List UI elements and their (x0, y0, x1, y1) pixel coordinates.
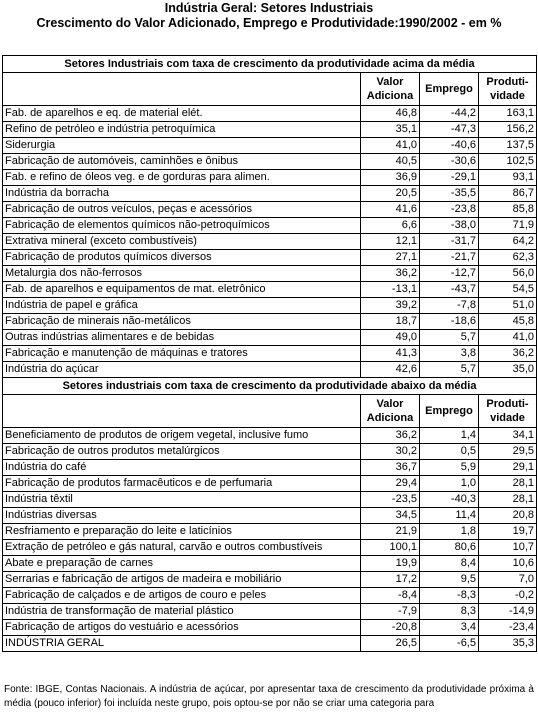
emprego-value: 8,4 (420, 556, 479, 572)
table-row (3, 362, 537, 378)
valor-adicionado-value: -8,4 (361, 588, 420, 604)
sector-name: Indústria têxtil (3, 492, 361, 508)
table-row (3, 266, 537, 282)
valor-adicionado-value: 6,6 (361, 218, 420, 234)
sector-name: Fabricação de outros veículos, peças e acessórios (3, 202, 361, 218)
table-row (3, 138, 537, 154)
table-row (3, 202, 537, 218)
sector-name: Indústria da borracha (3, 186, 361, 202)
valor-adicionado-value: 27,1 (361, 250, 420, 266)
section-above-average (3, 56, 537, 378)
produtividade-value: 86,7 (479, 186, 537, 202)
column-header-row (3, 73, 537, 106)
report-title: Indústria Geral: Setores Industriais (164, 1, 374, 15)
sector-name: Extração de petróleo e gás natural, carvão e outros combustíveis (3, 540, 361, 556)
sector-name: Indústria do café (3, 460, 361, 476)
valor-adicionado-value: 49,0 (361, 330, 420, 346)
header-emprego: Emprego (420, 73, 479, 106)
table-row (3, 556, 537, 572)
valor-adicionado-value: 35,1 (361, 122, 420, 138)
sector-name: Indústrias diversas (3, 508, 361, 524)
table-row (3, 620, 537, 636)
valor-adicionado-value: 34,5 (361, 508, 420, 524)
produtividade-value: 45,8 (479, 314, 537, 330)
emprego-value: 1,4 (420, 428, 479, 444)
table-row (3, 282, 537, 298)
sector-name: Beneficiamento de produtos de origem vegetal, inclusive fumo (3, 428, 361, 444)
valor-adicionado-value: 12,1 (361, 234, 420, 250)
sector-name: Fabricação de minerais não-metálicos (3, 314, 361, 330)
emprego-value: -6,5 (420, 636, 479, 652)
valor-adicionado-value: 36,7 (361, 460, 420, 476)
sector-name: Outras indústrias alimentares e de bebidas (3, 330, 361, 346)
produtividade-value: 156,2 (479, 122, 537, 138)
table-row (3, 460, 537, 476)
sector-name: Fabricação de calçados e de artigos de couro e peles (3, 588, 361, 604)
table-row (3, 444, 537, 460)
produtividade-value: 102,5 (479, 154, 537, 170)
produtividade-value: 71,9 (479, 218, 537, 234)
header-setor (3, 73, 361, 106)
emprego-value: -40,6 (420, 138, 479, 154)
valor-adicionado-value: 36,9 (361, 170, 420, 186)
valor-adicionado-value: 40,5 (361, 154, 420, 170)
produtividade-value: 10,7 (479, 540, 537, 556)
emprego-value: 0,5 (420, 444, 479, 460)
table-row (3, 476, 537, 492)
header-produtividade: Produti- vidade (479, 73, 537, 106)
sector-name: Serrarias e fabricação de artigos de madeira e mobiliário (3, 572, 361, 588)
header-emprego: Emprego (420, 395, 479, 428)
emprego-value: 5,9 (420, 460, 479, 476)
produtividade-value: 137,5 (479, 138, 537, 154)
produtividade-value: 35,0 (479, 362, 537, 378)
table-row (3, 186, 537, 202)
sector-name: Indústria de papel e gráfica (3, 298, 361, 314)
valor-adicionado-value: 30,2 (361, 444, 420, 460)
valor-adicionado-value: 100,1 (361, 540, 420, 556)
produtividade-value: 19,7 (479, 524, 537, 540)
table-row (3, 524, 537, 540)
valor-adicionado-value: -7,9 (361, 604, 420, 620)
valor-adicionado-value: 29,4 (361, 476, 420, 492)
produtividade-value: 64,2 (479, 234, 537, 250)
table-row (3, 218, 537, 234)
valor-adicionado-value: 17,2 (361, 572, 420, 588)
valor-adicionado-value: 46,8 (361, 106, 420, 122)
valor-adicionado-value: 21,9 (361, 524, 420, 540)
table-row (3, 106, 537, 122)
table-row (3, 508, 537, 524)
sector-name: Indústria de transformação de material plástico (3, 604, 361, 620)
sector-name: Fabricação de artigos do vestuário e acessórios (3, 620, 361, 636)
sector-name: Fab. de aparelhos e equipamentos de mat. eletrônico (3, 282, 361, 298)
sector-name: Fab. e refino de óleos veg. e de gorduras para alimen. (3, 170, 361, 186)
section-heading-row (3, 378, 537, 395)
produtividade-value: 85,8 (479, 202, 537, 218)
produtividade-value: -14,9 (479, 604, 537, 620)
sector-name: Resfriamento e preparação do leite e laticínios (3, 524, 361, 540)
emprego-value: -31,7 (420, 234, 479, 250)
emprego-value: -35,5 (420, 186, 479, 202)
table-row (3, 346, 537, 362)
valor-adicionado-value: -13,1 (361, 282, 420, 298)
emprego-value: -7,8 (420, 298, 479, 314)
produtividade-value: 41,0 (479, 330, 537, 346)
emprego-value: -12,7 (420, 266, 479, 282)
emprego-value: -30,6 (420, 154, 479, 170)
produtividade-value: 34,1 (479, 428, 537, 444)
emprego-value: -47,3 (420, 122, 479, 138)
productivity-table (2, 55, 537, 652)
table-row (3, 250, 537, 266)
produtividade-value: -0,2 (479, 588, 537, 604)
emprego-value: -29,1 (420, 170, 479, 186)
sector-name: Fabricação de elementos químicos não-petroquímicos (3, 218, 361, 234)
emprego-value: -40,3 (420, 492, 479, 508)
emprego-value: -23,8 (420, 202, 479, 218)
valor-adicionado-value: 36,2 (361, 266, 420, 282)
emprego-value: -43,7 (420, 282, 479, 298)
table-row (3, 298, 537, 314)
section-below-average (3, 378, 537, 652)
column-header-row (3, 395, 537, 428)
produtividade-value: 35,3 (479, 636, 537, 652)
valor-adicionado-value: 39,2 (361, 298, 420, 314)
emprego-value: -21,7 (420, 250, 479, 266)
produtividade-value: 7,0 (479, 572, 537, 588)
produtividade-value: 163,1 (479, 106, 537, 122)
produtividade-value: 51,0 (479, 298, 537, 314)
emprego-value: -44,2 (420, 106, 479, 122)
table-row (3, 492, 537, 508)
sector-name: Metalurgia dos não-ferrosos (3, 266, 361, 282)
sector-name: Abate e preparação de carnes (3, 556, 361, 572)
emprego-value: -38,0 (420, 218, 479, 234)
emprego-value: 9,5 (420, 572, 479, 588)
sector-name: Fabricação de produtos químicos diversos (3, 250, 361, 266)
sector-name: Fabricação de automóveis, caminhões e ônibus (3, 154, 361, 170)
emprego-value: 1,0 (420, 476, 479, 492)
table-row (3, 122, 537, 138)
valor-adicionado-value: -23,5 (361, 492, 420, 508)
table-row (3, 636, 537, 652)
header-setor (3, 395, 361, 428)
produtividade-value: 54,5 (479, 282, 537, 298)
valor-adicionado-value: 41,6 (361, 202, 420, 218)
produtividade-value: 29,1 (479, 460, 537, 476)
produtividade-value: 36,2 (479, 346, 537, 362)
header-valor-adicionado: Valor Adiciona (361, 73, 420, 106)
valor-adicionado-value: 20,5 (361, 186, 420, 202)
valor-adicionado-value: 36,2 (361, 428, 420, 444)
valor-adicionado-value: 41,3 (361, 346, 420, 362)
table-row (3, 572, 537, 588)
table-row (3, 540, 537, 556)
section-heading: Setores Industriais com taxa de crescimento da produtividade acima da média (3, 56, 537, 73)
produtividade-value: 20,8 (479, 508, 537, 524)
table-row (3, 428, 537, 444)
header-valor-adicionado: Valor Adiciona (361, 395, 420, 428)
sector-name: Indústria do açúcar (3, 362, 361, 378)
sector-name: Fabricação de outros produtos metalúrgicos (3, 444, 361, 460)
table-row (3, 604, 537, 620)
valor-adicionado-value: 41,0 (361, 138, 420, 154)
valor-adicionado-value: 26,5 (361, 636, 420, 652)
produtividade-value: 29,5 (479, 444, 537, 460)
emprego-value: 3,4 (420, 620, 479, 636)
emprego-value: 5,7 (420, 330, 479, 346)
table-row (3, 234, 537, 250)
valor-adicionado-value: 19,9 (361, 556, 420, 572)
source-footnote: Fonte: IBGE, Contas Nacionais. A indústria de açúcar, por apresentar taxa de crescimento da produtividade próxima à média (pouco inferior) foi incluída neste grupo, pois optou-se por não se criar uma categoria para (4, 684, 534, 709)
emprego-value: 11,4 (420, 508, 479, 524)
produtividade-value: 10,6 (479, 556, 537, 572)
produtividade-value: -23,4 (479, 620, 537, 636)
emprego-value: 8,3 (420, 604, 479, 620)
table-row (3, 314, 537, 330)
valor-adicionado-value: 18,7 (361, 314, 420, 330)
sector-name: Refino de petróleo e indústria petroquímica (3, 122, 361, 138)
header-produtividade: Produti- vidade (479, 395, 537, 428)
produtividade-value: 28,1 (479, 492, 537, 508)
table-row (3, 330, 537, 346)
sector-name: Extrativa mineral (exceto combustíveis) (3, 234, 361, 250)
emprego-value: 80,6 (420, 540, 479, 556)
valor-adicionado-value: -20,8 (361, 620, 420, 636)
emprego-value: -8,3 (420, 588, 479, 604)
sector-name: Fabricação e manutenção de máquinas e tratores (3, 346, 361, 362)
table-row (3, 170, 537, 186)
sector-name: INDÚSTRIA GERAL (3, 636, 361, 652)
sector-name: Fabricação de produtos farmacêuticos e de perfumaria (3, 476, 361, 492)
section-heading: Setores industriais com taxa de crescimento da produtividade abaixo da média (3, 378, 537, 395)
table-row (3, 154, 537, 170)
section-heading-row (3, 56, 537, 73)
sector-name: Siderurgia (3, 138, 361, 154)
emprego-value: 1,8 (420, 524, 479, 540)
emprego-value: 3,8 (420, 346, 479, 362)
produtividade-value: 28,1 (479, 476, 537, 492)
report-subtitle: Crescimento do Valor Adicionado, Emprego e Produtividade:1990/2002 - em % (36, 16, 502, 30)
sector-name: Fab. de aparelhos e eq. de material elét. (3, 106, 361, 122)
produtividade-value: 56,0 (479, 266, 537, 282)
produtividade-value: 62,3 (479, 250, 537, 266)
emprego-value: -18,6 (420, 314, 479, 330)
table-row (3, 588, 537, 604)
emprego-value: 5,7 (420, 362, 479, 378)
valor-adicionado-value: 42,6 (361, 362, 420, 378)
produtividade-value: 93,1 (479, 170, 537, 186)
